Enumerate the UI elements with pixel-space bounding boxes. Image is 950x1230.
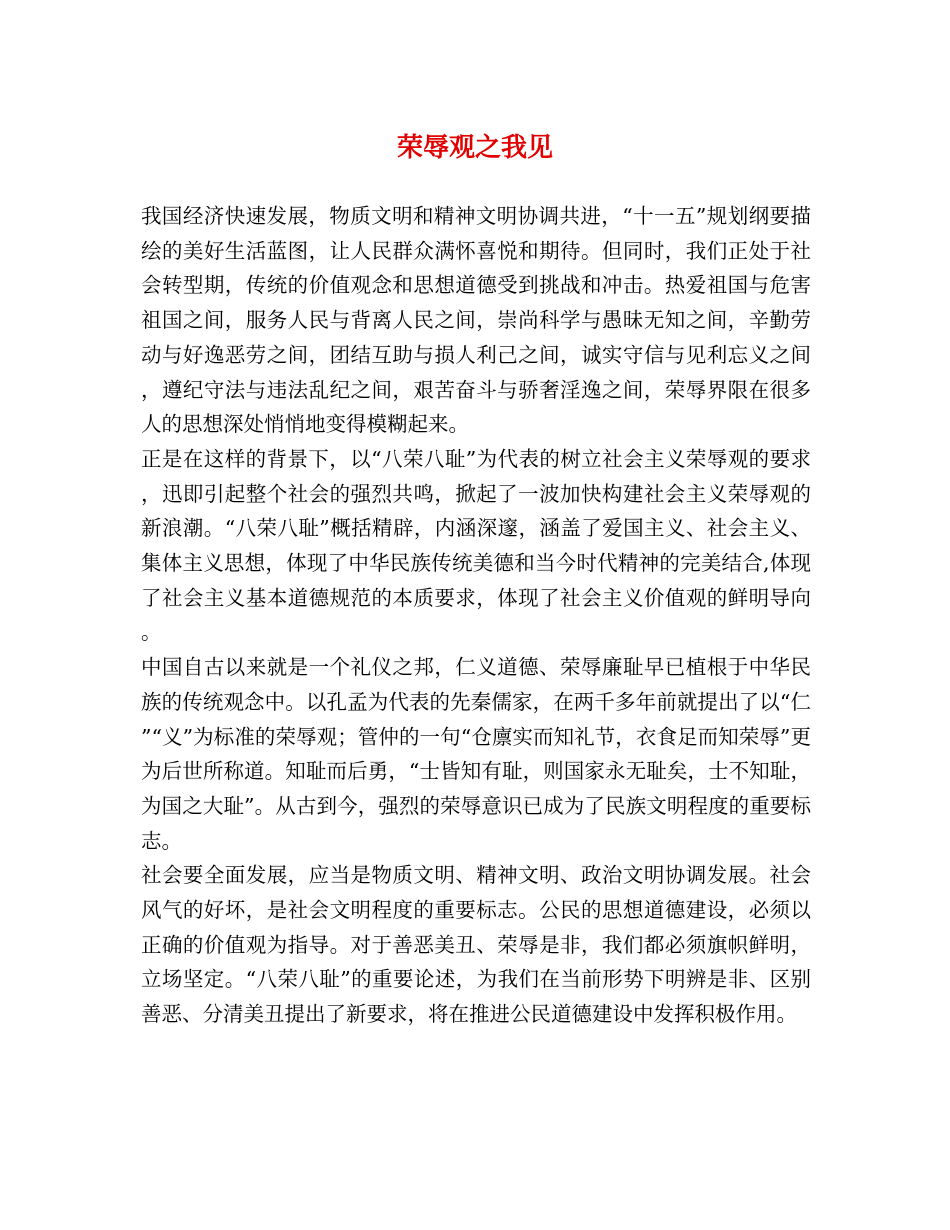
paragraph-1: 我国经济快速发展，物质文明和精神文明协调共进，“十一五”规划纲要描绘的美好生活蓝图，让人民群众满怀喜悦和期待。但同时，我们正处于社会转型期，传统的价值观念和思想道德受到挑战和冲击。热爱祖国与危害祖国之间，服务人民与背离人民之间，崇尚科学与愚昧无知之间，辛勤劳动与好逸恶劳之间，团结互助与损人利己之间，诚实守信与见利忘义之间，遵纪守法与违法乱纪之间，艰苦奋斗与骄奢淫逸之间，荣辱界限在很多人的思想深处悄悄地变得模糊起来。 (141, 204, 811, 437)
paragraph-2: 正是在这样的背景下，以“八荣八耻”为代表的树立社会主义荣辱观的要求，迅即引起整个社会的强烈共鸣，掀起了一波加快构建社会主义荣辱观的新浪潮。“八荣八耻”概括精辟，内涵深邃，涵盖了爱国主义、社会主义、集体主义思想，体现了中华民族传统美德和当今时代精神的完美结合,体现了社会主义基本道德规范的本质要求，体现了社会主义价值观的鲜明导向。 (141, 446, 811, 645)
page-title: 荣辱观之我见 (396, 133, 553, 163)
paragraph-4: 社会要全面发展，应当是物质文明、精神文明、政治文明协调发展。社会风气的好坏，是社会文明程度的重要标志。公民的思想道德建设，必须以正确的价值观为指导。对于善恶美丑、荣辱是非，我们都必须旗帜鲜明，立场坚定。“八荣八耻”的重要论述，为我们在当前形势下明辨是非、区别善恶、分清美丑提出了新要求，将在推进公民道德建设中发挥积极作用。 (141, 863, 811, 1027)
document-body (141, 199, 811, 1032)
paragraph-3: 中国自古以来就是一个礼仪之邦，仁义道德、荣辱廉耻早已植根于中华民族的传统观念中。以孔孟为代表的先秦儒家，在两千多年前就提出了以“仁”“义”为标准的荣辱观；管仲的一句“仓廪实而知礼节，衣食足而知荣辱”更为后世所称道。知耻而后勇，“士皆知有耻，则国家永无耻矣，士不知耻，为国之大耻”。从古到今，强烈的荣辱意识已成为了民族文明程度的重要标志。 (141, 655, 811, 853)
